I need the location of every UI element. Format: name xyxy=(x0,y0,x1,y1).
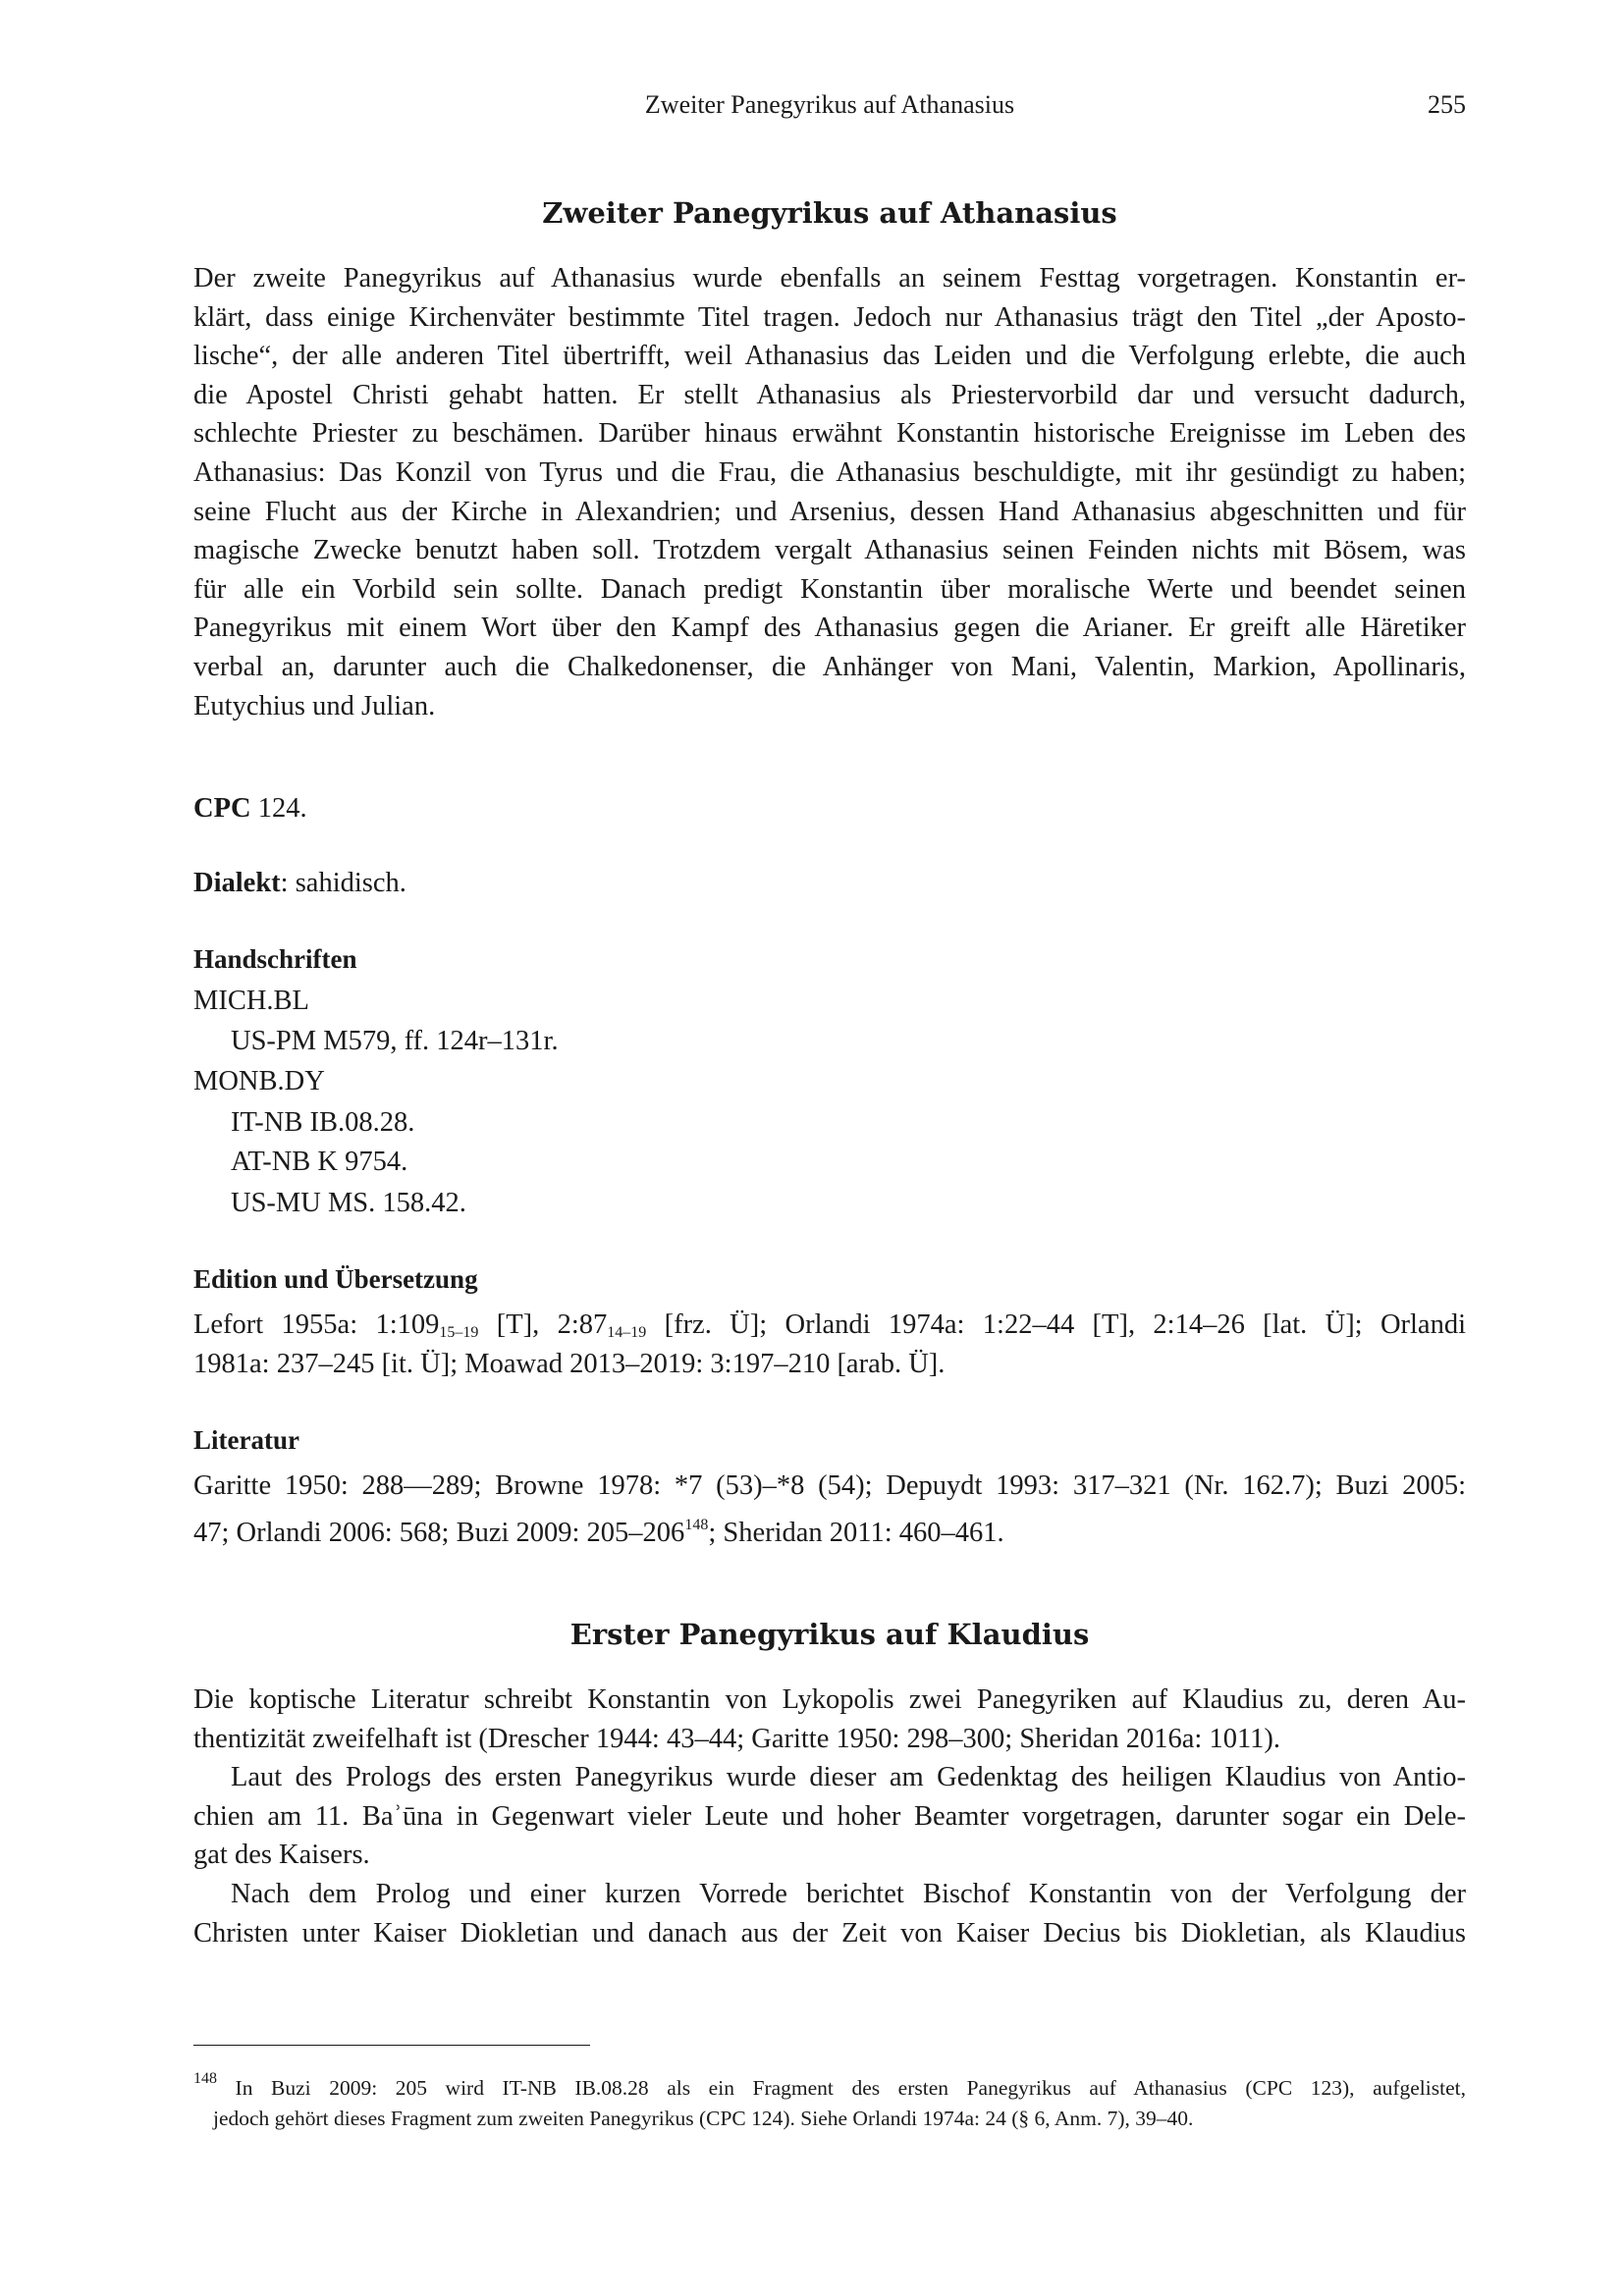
dialekt-label: Dialekt xyxy=(193,868,281,898)
klaudius-paragraph-1 xyxy=(193,1681,1466,1758)
manuscript-item: US-MU MS. 158.42. xyxy=(231,1188,466,1218)
text-line: magische Zwecke benutzt haben soll. Trotzdem vergalt Athanasius seinen Feinden nichts mit Bösem, was xyxy=(193,535,1466,566)
text-line: thentizität zweifelhaft ist (Drescher 1944: 43–44; Garitte 1950: 298–300; Sheridan 2016a: 1011). xyxy=(193,1723,1281,1754)
text-line: für alle ein Vorbild sein sollte. Danach predigt Konstantin über moralische Werte und beendet seinen xyxy=(193,573,1466,605)
section-heading-klaudius: Erster Panegyrikus auf Klaudius xyxy=(569,1618,1090,1651)
manuscript-group: MICH.BL xyxy=(193,986,309,1016)
text-line: Der zweite Panegyrikus auf Athanasius wurde ebenfalls an seinem Festtag vorgetragen. Konstantin er- xyxy=(193,263,1466,294)
footnote-line: jedoch gehört dieses Fragment zum zweiten Panegyrikus (CPC 124). Siehe Orlandi 1974a: 24 (§ 6, Anm. 7), 39–40. xyxy=(213,2107,1194,2130)
handschriften-heading: Handschriften xyxy=(193,944,357,974)
text-line: chien am 11. Baʾūna in Gegenwart vieler Leute und hoher Beamter vorgetragen, darunter sogar ein Dele- xyxy=(193,1800,1466,1832)
cpc-label: CPC xyxy=(193,793,251,824)
cpc-value: 124. xyxy=(250,793,307,824)
manuscript-item: AT-NB K 9754. xyxy=(231,1147,408,1177)
text-line: Nach dem Prolog und einer kurzen Vorrede berichtet Bischof Konstantin von der Verfolgung der xyxy=(231,1879,1466,1909)
page-number: 255 xyxy=(1428,90,1466,119)
text-line: die Apostel Christi gehabt hatten. Er stellt Athanasius als Priestervorbild dar und versucht dadurch, xyxy=(193,379,1466,410)
text-line: Panegyrikus mit einem Wort über den Kampf des Athanasius gegen die Arianer. Er greift alle Häretiker xyxy=(193,613,1466,644)
text-line: verbal an, darunter auch die Chalkedonenser, die Anhänger von Mani, Valentin, Markion, Apollinaris, xyxy=(193,651,1466,682)
dialekt-entry xyxy=(193,868,406,899)
running-head xyxy=(193,90,1466,126)
text-line: 1981a: 237–245 [it. Ü]; Moawad 2013–2019: 3:197–210 [arab. Ü]. xyxy=(193,1348,946,1379)
footnote xyxy=(193,2063,1466,2134)
literatur-heading: Literatur xyxy=(193,1425,299,1455)
text-line: Die koptische Literatur schreibt Konstantin von Lykopolis zwei Panegyriken auf Klaudius zu, deren Au- xyxy=(193,1684,1466,1715)
text-line: Eutychius und Julian. xyxy=(193,690,436,721)
klaudius-paragraph-2 xyxy=(193,1758,1466,1875)
section-heading-athanasius: Zweiter Panegyrikus auf Athanasius xyxy=(542,196,1117,230)
footnote-divider xyxy=(193,2045,590,2046)
dialekt-value: : sahidisch. xyxy=(280,868,406,898)
klaudius-paragraph-3 xyxy=(193,1875,1466,1952)
literatur-paragraph xyxy=(193,1467,1466,1548)
text-line: gat des Kaisers. xyxy=(193,1840,370,1871)
summary-paragraph xyxy=(193,259,1466,725)
text-line: 47; Orlandi 2006: 568; Buzi 2009: $205-206^{148}$; Sheridan 2011: 460–461. xyxy=(193,1516,1004,1548)
edition-heading: Edition und Übersetzung xyxy=(193,1264,478,1294)
text-line: Laut des Prologs des ersten Panegyrikus wurde dieser am Gedenktag des heiligen Klaudius von Antio- xyxy=(231,1762,1466,1792)
manuscript-item: US-PM M579, ff. 124r–131r. xyxy=(231,1026,559,1056)
footnote-ref: 148 xyxy=(684,1516,709,1533)
text-line: Christen unter Kaiser Diokletian und danach aus der Zeit von Kaiser Decius bis Diokletian, als Klaudius xyxy=(193,1917,1466,1949)
text-line: Lefort 1955a: $1:109_{15-19}$ [T], $2:87_{14-19}$ [frz. Ü]; Orlandi 1974a: 1:22–44 [T], 2:14–26 [lat. Ü]; Orlandi xyxy=(193,1309,1466,1341)
running-head-title: Zweiter Panegyrikus auf Athanasius xyxy=(644,90,1015,119)
manuscript-item: IT-NB IB.08.28. xyxy=(231,1107,415,1138)
text-line: Garitte 1950: 288—289; Browne 1978: *7 (53)–*8 (54); Depuydt 1993: 317–321 (Nr. 162.7); Buzi 2005: xyxy=(193,1470,1466,1501)
footnote-line: $^{148}$ In Buzi 2009: 205 wird IT-NB IB.08.28 als ein Fragment des ersten Panegyrikus auf Athanasius (CPC 123), aufgelistet, xyxy=(193,2070,1466,2100)
cpc-entry xyxy=(193,793,307,825)
footnote-number: 148 xyxy=(193,2070,217,2087)
text-line: schlechte Priester zu beschämen. Darüber hinaus erwähnt Konstantin historische Ereignisse im Leben des xyxy=(193,418,1466,450)
manuscript-group: MONB.DY xyxy=(193,1066,325,1096)
edition-paragraph xyxy=(193,1306,1466,1383)
text-line: klärt, dass einige Kirchenväter bestimmte Titel tragen. Jedoch nur Athanasius trägt den Titel „der Aposto- xyxy=(193,301,1466,333)
text-line: lische“, der alle anderen Titel übertrifft, weil Athanasius das Leiden und die Verfolgung erlebte, die auch xyxy=(193,341,1466,372)
text-line: seine Flucht aus der Kirche in Alexandrien; und Arsenius, dessen Hand Athanasius abgeschnitten und für xyxy=(193,496,1466,527)
text-line: Athanasius: Das Konzil von Tyrus und die Frau, die Athanasius beschuldigte, mit ihr gesündigt zu haben; xyxy=(193,456,1466,488)
